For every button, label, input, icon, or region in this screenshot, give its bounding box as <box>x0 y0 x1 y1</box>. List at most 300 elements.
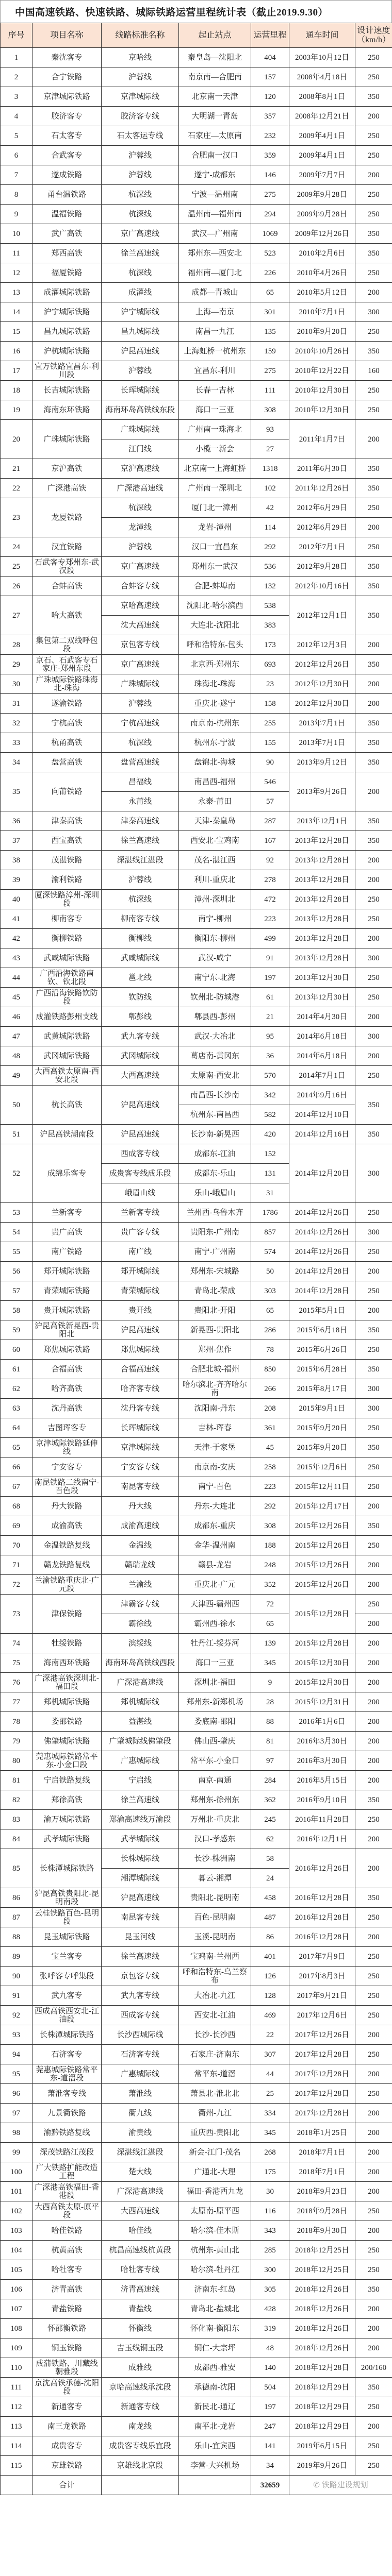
cell-km: 570 <box>251 1066 289 1086</box>
row-number: 3 <box>1 87 32 107</box>
cell-km: 188 <box>251 1536 289 1555</box>
cell-stations: 福州南—厦门北 <box>179 263 251 283</box>
row-number: 92 <box>1 2006 32 2025</box>
cell-line: 广肇城际线佛肇段 <box>102 1732 179 1751</box>
cell-km: 1069 <box>251 224 289 244</box>
cell-km: 294 <box>251 205 289 224</box>
row-number: 82 <box>1 1790 32 1810</box>
cell-line: 沪宁城际线 <box>102 302 179 322</box>
cell-speed: 250 <box>355 2260 392 2280</box>
cell-km: 157 <box>251 67 289 87</box>
cell-speed: 250 <box>355 1967 392 1986</box>
row-number: 57 <box>1 1281 32 1301</box>
project-name: 武冈城际铁路 <box>32 1046 102 1066</box>
cell-date: 2017年12月28日 <box>289 2084 355 2104</box>
cell-km: 102 <box>251 479 289 498</box>
cell-km: 22 <box>251 2025 289 2045</box>
cell-km: 116 <box>251 2201 289 2221</box>
cell-line: 益湛线 <box>102 1712 179 1732</box>
cell-speed: 200 <box>355 1732 392 1751</box>
cell-km: 65 <box>251 1301 289 1320</box>
cell-speed: 200 <box>355 1262 392 1281</box>
project-name: 遂渝铁路 <box>32 694 102 714</box>
cell-date: 2014年12月28日 <box>289 1262 355 1281</box>
table-row <box>1 577 392 596</box>
table-row <box>1 811 392 831</box>
cell-stations: 太原南-原平西 <box>179 2201 251 2221</box>
table-row <box>1 1458 392 1477</box>
cell-stations: 北京西-郑州东 <box>179 655 251 674</box>
table-row <box>1 2064 392 2084</box>
cell-km: 128 <box>251 1986 289 2006</box>
table-row <box>1 498 392 518</box>
cell-date: 2010年7月1日 <box>289 302 355 322</box>
project-name: 柳南客专 <box>32 909 102 929</box>
table-row <box>1 2417 392 2436</box>
cell-km: 81 <box>251 1732 289 1751</box>
header-speed-line2: （km/h） <box>357 35 390 44</box>
row-number: 53 <box>1 1203 32 1223</box>
cell-km: 36 <box>251 1046 289 1066</box>
row-number: 20 <box>1 420 32 459</box>
cell-stations: 霸州西-徐水 <box>179 1614 251 1634</box>
cell-speed: 200 <box>355 2319 392 2338</box>
project-name: 向莆铁路 <box>32 772 102 811</box>
row-number: 2 <box>1 67 32 87</box>
cell-km: 362 <box>251 1790 289 1810</box>
cell-km: 208 <box>251 1399 289 1418</box>
cell-km: 65 <box>251 283 289 302</box>
cell-date: 2015年12月31日 <box>289 1692 355 1712</box>
cell-km: 472 <box>251 890 289 909</box>
cell-line: 石济客专线 <box>102 2045 179 2064</box>
cell-line: 南昆客专线 <box>102 1908 179 1927</box>
cell-speed: 350 <box>355 342 392 361</box>
cell-stations: 沈阳北-哈尔滨西 <box>179 596 251 616</box>
cell-stations: 长春一吉林 <box>179 381 251 400</box>
cell-speed: 200 <box>355 2104 392 2123</box>
project-name: 宁安客专 <box>32 1458 102 1477</box>
cell-line: 武九客专线 <box>102 1027 179 1046</box>
cell-km: 91 <box>251 948 289 968</box>
table-row <box>1 1595 392 1614</box>
cell-line: 渝贵线 <box>102 2123 179 2143</box>
row-number: 28 <box>1 635 32 655</box>
cell-stations: 北京南一上海虹桥 <box>179 459 251 479</box>
cell-km: 223 <box>251 909 289 929</box>
table-row <box>1 2456 392 2476</box>
cell-speed: 250 <box>355 146 392 165</box>
row-number: 55 <box>1 1242 32 1262</box>
project-name: 南广铁路 <box>32 1242 102 1262</box>
cell-date: 2017年9月21日 <box>289 1986 355 2006</box>
cell-line: 哈齐客专线 <box>102 1379 179 1399</box>
table-row <box>1 1692 392 1712</box>
cell-km: 266 <box>251 1379 289 1399</box>
cell-speed: 250 <box>355 185 392 205</box>
table-row <box>1 909 392 929</box>
cell-date: 2017年12月28日 <box>289 2064 355 2084</box>
cell-km: 300 <box>251 2260 289 2280</box>
cell-date: 2017年12月28日 <box>289 2045 355 2064</box>
cell-date: 2009年4月1日 <box>289 146 355 165</box>
cell-line: 沈大高速线 <box>102 616 179 635</box>
table-row <box>1 1575 392 1595</box>
cell-date: 2015年12月26日 <box>289 1575 355 1595</box>
cell-km: 334 <box>251 2104 289 2123</box>
row-number: 61 <box>1 1360 32 1379</box>
cell-stations: 福田-香港西九龙 <box>179 2182 251 2201</box>
cell-stations: 铜仁-大宗坪 <box>179 2338 251 2358</box>
project-name: 哈大高铁 <box>32 596 102 635</box>
row-number: 109 <box>1 2338 32 2358</box>
cell-line: 柳南客专线 <box>102 909 179 929</box>
cell-line: 京雄线北京段 <box>102 2456 179 2476</box>
cell-date: 2014年6月18日 <box>289 1027 355 1046</box>
cell-line: 合福高速线 <box>102 1360 179 1379</box>
row-number: 7 <box>1 165 32 185</box>
cell-line: 石太客运专线 <box>102 126 179 146</box>
table-row <box>1 2221 392 2241</box>
cell-km: 268 <box>251 2143 289 2162</box>
cell-speed: 200 <box>355 2123 392 2143</box>
row-number: 26 <box>1 577 32 596</box>
cell-speed: 350 <box>355 1320 392 1340</box>
cell-km: 292 <box>251 1497 289 1516</box>
cell-speed: 250 <box>355 48 392 67</box>
row-number: 17 <box>1 361 32 381</box>
cell-speed: 250 <box>355 1281 392 1301</box>
cell-km: 58 <box>251 1849 289 1869</box>
cell-speed: 200 <box>355 283 392 302</box>
cell-line: 大西高速线 <box>102 2201 179 2221</box>
cell-date: 2003年10月12日 <box>289 48 355 67</box>
cell-date: 2017年12月6日 <box>289 2006 355 2025</box>
cell-stations: 常平东-道滘 <box>179 2064 251 2084</box>
table-row <box>1 1536 392 1555</box>
table-row <box>1 537 392 557</box>
cell-line: 兰新客专线 <box>102 1203 179 1223</box>
cell-date: 2013年9月12日 <box>289 753 355 772</box>
cell-stations: 南昌西-长沙南 <box>179 1086 251 1105</box>
cell-km: 499 <box>251 929 289 948</box>
cell-km: 25 <box>251 2084 289 2104</box>
cell-line: 京津城际线 <box>102 87 179 107</box>
project-name: 集包第二双线呼包段 <box>32 635 102 655</box>
table-row <box>1 2280 392 2299</box>
table-row <box>1 2358 392 2378</box>
cell-date: 2014年12月16日 <box>289 1125 355 1144</box>
project-name: 广大铁路扩能改造工程 <box>32 2162 102 2182</box>
cell-stations: 贵阳北-昆明南 <box>179 1888 251 1908</box>
project-name: 京石、石武客专石家庄-郑州东段 <box>32 655 102 674</box>
cell-line: 徐兰高速线 <box>102 244 179 263</box>
cell-speed: 200/160 <box>355 2358 392 2378</box>
cell-line: 徐兰高速线 <box>102 831 179 851</box>
cell-speed: 350 <box>355 577 392 596</box>
row-number: 103 <box>1 2221 32 2241</box>
cell-date: 2015年12月6日 <box>289 1458 355 1477</box>
cell-speed: 200 <box>355 1301 392 1320</box>
cell-line: 海南环岛高铁线东段 <box>102 400 179 420</box>
cell-line: 津霸客专线 <box>102 1595 179 1614</box>
cell-line: 合蚌客专线 <box>102 577 179 596</box>
project-name: 牡绥铁路 <box>32 1634 102 1653</box>
project-name: 宝兰客专 <box>32 1947 102 1967</box>
cell-km: 48 <box>251 2338 289 2358</box>
cell-date: 2013年7月1日 <box>289 733 355 753</box>
cell-date: 2015年8月17日 <box>289 1379 355 1399</box>
cell-stations: 吉林-珲春 <box>179 1418 251 1438</box>
cell-date: 2011年6月30日 <box>289 459 355 479</box>
row-number: 94 <box>1 2045 32 2064</box>
table-header-row <box>1 23 392 48</box>
cell-stations: 郫县西-彭州 <box>179 1007 251 1027</box>
row-number: 39 <box>1 870 32 890</box>
cell-date: 2010年10月26日 <box>289 342 355 361</box>
cell-line: 青盐线 <box>102 2299 179 2319</box>
project-name: 广珠城际铁路 <box>32 420 102 459</box>
cell-line: 京包客专线 <box>102 1967 179 1986</box>
table-row <box>1 2260 392 2280</box>
table-row <box>1 772 392 792</box>
table-row <box>1 1242 392 1262</box>
cell-stations: 秦皇岛—沈阳北 <box>179 48 251 67</box>
cell-speed: 250 <box>355 2241 392 2260</box>
cell-date: 2018年12月29日 <box>289 2378 355 2397</box>
row-number: 67 <box>1 1477 32 1497</box>
table-row <box>1 342 392 361</box>
project-name: 丹大铁路 <box>32 1497 102 1516</box>
cell-line: 郑渝高速线万渝段 <box>102 1810 179 1829</box>
cell-date: 2016年12月1日 <box>289 1829 355 1849</box>
table-row <box>1 1986 392 2006</box>
cell-stations: 南京南—合肥南 <box>179 67 251 87</box>
cell-date: 2011年12月26日 <box>289 479 355 498</box>
cell-line: 南广线 <box>102 1242 179 1262</box>
cell-date: 2008年8月1日 <box>289 87 355 107</box>
table-row <box>1 1203 392 1223</box>
cell-date: 2016年5月15日 <box>289 1771 355 1790</box>
cell-line: 贵开线 <box>102 1301 179 1320</box>
project-name: 成渝高铁 <box>32 1516 102 1536</box>
project-name: 石武客专郑州东-武汉段 <box>32 557 102 577</box>
project-name: 广深港高铁福田-香港段 <box>32 2182 102 2201</box>
cell-date: 2016年3月30日 <box>289 1732 355 1751</box>
cell-speed: 300 <box>355 302 392 322</box>
cell-km: 44 <box>251 2064 289 2084</box>
cell-km: 159 <box>251 342 289 361</box>
table-row <box>1 2006 392 2025</box>
row-number: 111 <box>1 2378 32 2397</box>
table-row <box>1 2378 392 2397</box>
table-row <box>1 1653 392 1673</box>
cell-km: 538 <box>251 596 289 616</box>
railway-mileage-table <box>0 23 392 2495</box>
cell-line: 萧淮线 <box>102 2084 179 2104</box>
cell-speed: 250 <box>355 2045 392 2064</box>
row-number: 59 <box>1 1320 32 1340</box>
cell-date: 2016年9月10日 <box>289 1790 355 1810</box>
table-row <box>1 1947 392 1967</box>
cell-stations: 沈阳南-丹东 <box>179 1399 251 1418</box>
cell-km: 345 <box>251 1653 289 1673</box>
cell-km: 303 <box>251 1281 289 1301</box>
project-name: 温福铁路 <box>32 205 102 224</box>
cell-line: 盘营高速线 <box>102 753 179 772</box>
table-row <box>1 2162 392 2182</box>
cell-date: 2012年12月26日 <box>289 655 355 674</box>
cell-line: 龙漳线 <box>102 518 179 537</box>
table-row <box>1 2182 392 2201</box>
cell-km: 173 <box>251 635 289 655</box>
cell-date: 2017年12月28日 <box>289 2104 355 2123</box>
cell-line: 成贵客专线成乐段 <box>102 1164 179 1183</box>
row-number: 36 <box>1 811 32 831</box>
table-row <box>1 1320 392 1340</box>
project-name: 海南西环铁路 <box>32 1653 102 1673</box>
cell-line: 深湛线江湛段 <box>102 2143 179 2162</box>
cell-stations: 南宁-百色 <box>179 1477 251 1497</box>
cell-speed: 200 <box>355 1927 392 1947</box>
cell-km: 92 <box>251 851 289 870</box>
row-number: 69 <box>1 1516 32 1536</box>
cell-stations: 贵阳东-广州南 <box>179 1223 251 1242</box>
cell-line: 邕北线 <box>102 968 179 988</box>
cell-date: 2014年6月18日 <box>289 1046 355 1066</box>
cell-km: 197 <box>251 968 289 988</box>
project-name: 铜玉铁路 <box>32 2338 102 2358</box>
row-number: 75 <box>1 1653 32 1673</box>
project-name: 成灌城际铁路 <box>32 283 102 302</box>
header-date: 通车时间 <box>289 23 355 48</box>
cell-stations: 长沙-长沙西 <box>179 2025 251 2045</box>
cell-stations: 成都东-乐山 <box>179 1164 251 1183</box>
cell-km: 9 <box>251 1673 289 1692</box>
cell-stations: 上海—南京 <box>179 302 251 322</box>
project-name: 合福高铁 <box>32 1360 102 1379</box>
cell-stations: 哈尔滨-佳木斯 <box>179 2221 251 2241</box>
project-name: 深茂铁路江茂段 <box>32 2143 102 2162</box>
cell-stations: 乐山-峨眉山 <box>179 1183 251 1203</box>
row-number: 35 <box>1 772 32 811</box>
cell-km: 487 <box>251 1908 289 1927</box>
cell-line: 沪昆高速线 <box>102 1125 179 1144</box>
cell-km: 345 <box>251 2123 289 2143</box>
row-number: 93 <box>1 2025 32 2045</box>
row-number: 96 <box>1 2084 32 2104</box>
cell-km: 167 <box>251 831 289 851</box>
cell-line: 南昆客专线 <box>102 1477 179 1497</box>
project-name: 津秦高铁 <box>32 811 102 831</box>
cell-line: 长珲城际线 <box>102 1418 179 1438</box>
cell-line: 徐兰高速线 <box>102 1790 179 1810</box>
cell-km: 120 <box>251 87 289 107</box>
row-number: 97 <box>1 2104 32 2123</box>
cell-date: 2016年12月26日 <box>289 1849 355 1888</box>
table-row <box>1 224 392 244</box>
cell-speed: 350 <box>355 1086 392 1125</box>
cell-date: 2018年12月26日 <box>289 2299 355 2319</box>
cell-speed: 250 <box>355 1242 392 1262</box>
cell-line: 兰渝线 <box>102 1575 179 1595</box>
cell-stations: 葛店南-黄冈东 <box>179 1046 251 1066</box>
cell-line: 郫彭线 <box>102 1007 179 1027</box>
cell-speed: 250 <box>355 890 392 909</box>
cell-stations: 西安北-宝鸡南 <box>179 831 251 851</box>
table-row <box>1 714 392 733</box>
table-row <box>1 831 392 851</box>
cell-date: 2013年12月28日 <box>289 909 355 929</box>
cell-speed: 200 <box>355 635 392 655</box>
cell-speed: 350 <box>355 2280 392 2299</box>
row-number: 8 <box>1 185 32 205</box>
project-name: 厦深铁路漳州-深圳段 <box>32 890 102 909</box>
table-row <box>1 322 392 342</box>
cell-speed: 300 <box>355 1223 392 1242</box>
cell-date: 2013年12月30日 <box>289 968 355 988</box>
table-row <box>1 185 392 205</box>
cell-line: 贵广客专线 <box>102 1223 179 1242</box>
table-row <box>1 1125 392 1144</box>
table-row <box>1 1379 392 1399</box>
row-number: 21 <box>1 459 32 479</box>
project-name: 福厦铁路 <box>32 263 102 283</box>
cell-line: 京广高速线 <box>102 224 179 244</box>
cell-km: 404 <box>251 48 289 67</box>
cell-line: 长株城际线 <box>102 1849 179 1869</box>
table-row <box>1 733 392 753</box>
cell-km: 428 <box>251 2299 289 2319</box>
cell-date: 2015年6月18日 <box>289 1320 355 1340</box>
cell-speed: 200 <box>355 2143 392 2162</box>
cell-date: 2015年12月26日 <box>289 1555 355 1575</box>
cell-line: 西成客专线 <box>102 1144 179 1164</box>
cell-line: 昌福线 <box>102 772 179 792</box>
cell-km: 693 <box>251 655 289 674</box>
cell-km: 61 <box>251 988 289 1007</box>
cell-line: 沪昆高速线 <box>102 1086 179 1125</box>
cell-date: 2018年1月25日 <box>289 2123 355 2143</box>
cell-date: 2012年6月29日 <box>289 498 355 518</box>
cell-km: 31 <box>251 1183 289 1203</box>
row-number: 108 <box>1 2319 32 2338</box>
cell-km: 21 <box>251 1007 289 1027</box>
project-name: 宜万铁路宜昌东-利川段 <box>32 361 102 381</box>
cell-date: 2018年9月28日 <box>289 2201 355 2221</box>
cell-km: 359 <box>251 146 289 165</box>
project-name: 沪昆高铁贵阳北-昆明南段 <box>32 1888 102 1908</box>
table-row <box>1 1360 392 1379</box>
table-row <box>1 244 392 263</box>
row-number: 112 <box>1 2397 32 2417</box>
cell-stations: 广州南一珠海北 <box>179 420 251 439</box>
project-name: 哈齐高铁 <box>32 1379 102 1399</box>
cell-date: 2009年9月28日 <box>289 185 355 205</box>
cell-date: 2018年7月1日 <box>289 2162 355 2182</box>
row-number: 4 <box>1 107 32 126</box>
cell-speed: 250 <box>355 2397 392 2417</box>
cell-speed: 250 <box>355 537 392 557</box>
project-name: 武黄城际铁路 <box>32 1027 102 1046</box>
table-row <box>1 283 392 302</box>
cell-km: 27 <box>251 439 289 459</box>
row-number: 44 <box>1 968 32 988</box>
cell-stations: 利川-重庆北 <box>179 870 251 890</box>
project-name: 津保铁路 <box>32 1595 102 1634</box>
cell-speed: 300 <box>355 1144 392 1203</box>
cell-date: 2016年1月6日 <box>289 1712 355 1732</box>
